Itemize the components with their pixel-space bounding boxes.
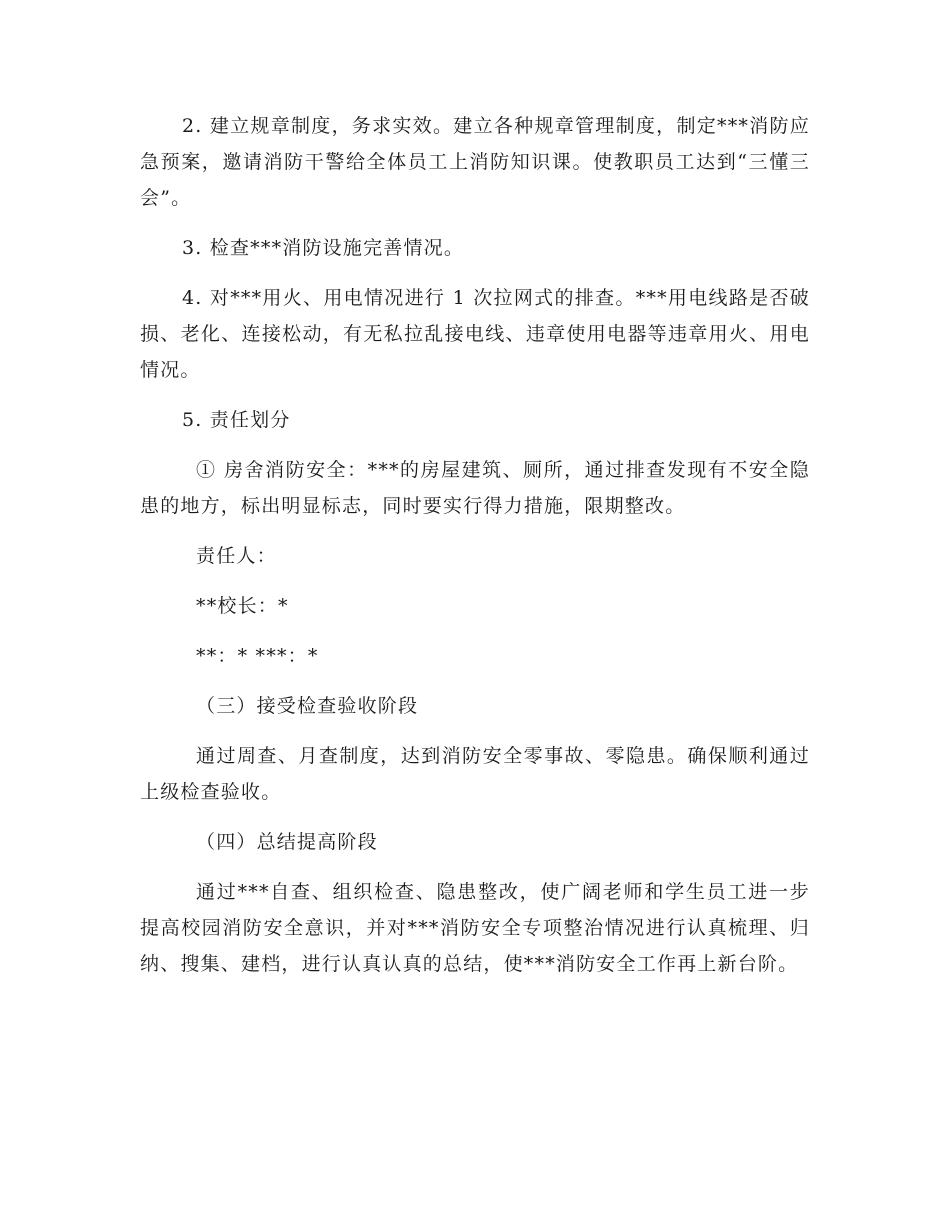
paragraph-item-2: 2. 建立规章制度，务求实效。建立各种规章管理制度，制定***消防应急预案，邀请消防干警给全体员工上消防知识课。使教职员工达到“三懂三会”。 xyxy=(140,115,810,209)
staff-line: **：* ***：* xyxy=(196,645,319,667)
inspection-paragraph: 通过周查、月查制度，达到消防安全零事故、零隐患。确保顺利通过上级检查验收。 xyxy=(140,745,810,803)
section-heading-four: （四）总结提高阶段 xyxy=(196,831,378,853)
document-body xyxy=(140,108,810,996)
section-heading-three: （三）接受检查验收阶段 xyxy=(196,695,419,717)
paragraph-item-3: 3. 检查***消防设施完善情况。 xyxy=(182,237,465,259)
paragraph-item-4: 4. 对***用火、用电情况进行 1 次拉网式的排查。***用电线路是否破损、老化、连接松动，有无私拉乱接电线、违章使用电器等违章用火、用电情况。 xyxy=(140,287,810,381)
responsibility-housing: ① 房舍消防安全：***的房屋建筑、厕所，通过排查发现有不安全隐患的地方，标出明显标志，同时要实行得力措施，限期整改。 xyxy=(140,459,810,517)
summary-paragraph: 通过***自查、组织检查、隐患整改，使广阔老师和学生员工进一步提高校园消防安全意识，并对***消防安全专项整治情况进行认真梳理、归纳、搜集、建档，进行认真认真的总结，使***消防安全工作再上新台阶。 xyxy=(140,881,810,975)
paragraph-item-5: 5. 责任划分 xyxy=(182,409,291,431)
principal-line: **校长：* xyxy=(196,595,289,617)
responsible-person-label: 责任人： xyxy=(196,545,277,567)
